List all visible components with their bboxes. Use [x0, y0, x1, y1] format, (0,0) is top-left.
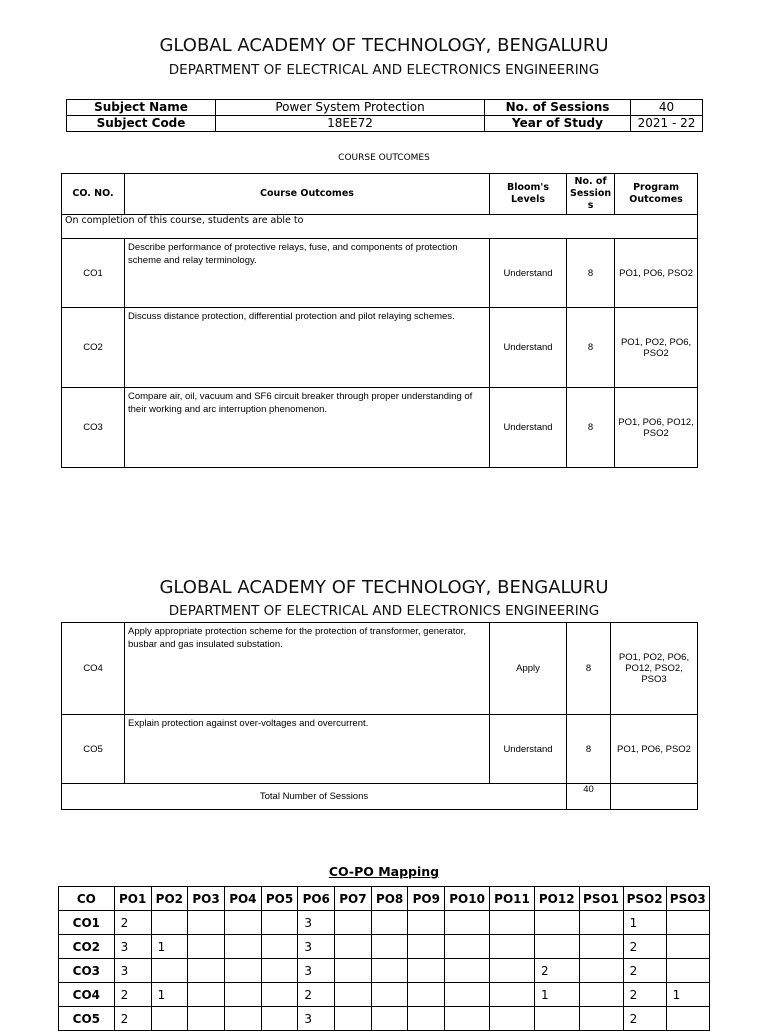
co-sessions: 8	[567, 388, 615, 468]
co-description: Compare air, oil, vacuum and SF6 circuit breaker through proper understanding of their working and arc interruption phenomenon.	[125, 388, 490, 468]
department-title: DEPARTMENT OF ELECTRICAL AND ELECTRONICS ENGINEERING	[168, 62, 600, 78]
copo-cell: 2	[114, 1007, 151, 1031]
co-row	[62, 308, 698, 388]
co-po-mapping-table	[58, 886, 710, 1031]
co-program-outcomes: PO1, PO6, PSO2	[615, 239, 698, 308]
course-outcomes-table	[61, 173, 698, 468]
copo-cell	[261, 983, 298, 1007]
copo-header-pso1: PSO1	[579, 887, 623, 911]
copo-cell	[188, 983, 225, 1007]
year-label: Year of Study	[485, 116, 631, 132]
copo-cell	[408, 935, 445, 959]
co-program-outcomes: PO1, PO6, PO12, PSO2	[615, 388, 698, 468]
copo-header-po11: PO11	[490, 887, 535, 911]
co-id: CO1	[62, 239, 125, 308]
co-sessions: 8	[567, 715, 611, 784]
institution-title: GLOBAL ACADEMY OF TECHNOLOGY, BENGALURU	[159, 35, 609, 56]
co-no-header: CO. NO.	[62, 174, 125, 215]
copo-cell	[579, 959, 623, 983]
program-outcomes-header: Program Outcomes	[615, 174, 698, 215]
copo-cell	[490, 959, 535, 983]
copo-cell: 1	[666, 983, 709, 1007]
subject-code: 18EE72	[216, 116, 485, 132]
copo-cell: 2	[114, 911, 151, 935]
copo-row	[59, 1007, 710, 1031]
copo-cell	[666, 911, 709, 935]
copo-cell	[371, 911, 408, 935]
copo-cell	[579, 983, 623, 1007]
copo-cell	[335, 911, 372, 935]
copo-cell	[490, 1007, 535, 1031]
copo-cell: 1	[151, 935, 187, 959]
department-title-page2: DEPARTMENT OF ELECTRICAL AND ELECTRONICS ENGINEERING	[168, 603, 600, 619]
co-program-outcomes: PO1, PO6, PSO2	[611, 715, 698, 784]
copo-cell	[490, 983, 535, 1007]
copo-cell	[151, 1007, 187, 1031]
co-id: CO5	[62, 715, 125, 784]
copo-cell	[151, 911, 187, 935]
copo-cell	[579, 1007, 623, 1031]
sessions-value: 40	[631, 100, 703, 116]
copo-cell	[225, 1007, 262, 1031]
copo-cell	[188, 911, 225, 935]
copo-row	[59, 911, 710, 935]
total-sessions-label: Total Number of Sessions	[62, 784, 567, 810]
co-row	[62, 239, 698, 308]
co-sessions: 8	[567, 308, 615, 388]
copo-cell	[225, 983, 262, 1007]
copo-header-po3: PO3	[188, 887, 225, 911]
co-sessions: 8	[567, 623, 611, 715]
co-level: Apply	[490, 623, 567, 715]
copo-cell	[188, 959, 225, 983]
sessions-label: No. of Sessions	[485, 100, 631, 116]
subject-table	[66, 99, 703, 132]
copo-cell	[188, 935, 225, 959]
copo-cell	[408, 1007, 445, 1031]
copo-cell: 3	[298, 959, 335, 983]
copo-cell	[371, 983, 408, 1007]
copo-header-po4: PO4	[225, 887, 262, 911]
copo-header-po10: PO10	[445, 887, 490, 911]
co-po-mapping-title: CO-PO Mapping	[328, 864, 440, 879]
copo-cell	[261, 935, 298, 959]
copo-header-po7: PO7	[335, 887, 372, 911]
co-level: Understand	[490, 308, 567, 388]
intro-text: On completion of this course, students are able to	[62, 215, 698, 239]
copo-header-pso2: PSO2	[623, 887, 666, 911]
copo-cell	[445, 1007, 490, 1031]
co-id: CO3	[62, 388, 125, 468]
copo-cell	[371, 1007, 408, 1031]
co-level: Understand	[490, 715, 567, 784]
co-description: Describe performance of protective relays, fuse, and components of protection scheme and relay terminology.	[125, 239, 490, 308]
total-empty-cell	[611, 784, 698, 810]
copo-cell	[261, 959, 298, 983]
copo-cell	[371, 935, 408, 959]
total-sessions-value: 40	[567, 784, 611, 810]
co-level: Understand	[490, 388, 567, 468]
copo-cell	[579, 935, 623, 959]
co-program-outcomes: PO1, PO2, PO6, PO12, PSO2, PSO3	[611, 623, 698, 715]
copo-cell	[371, 959, 408, 983]
copo-cell	[335, 935, 372, 959]
copo-header-po6: PO6	[298, 887, 335, 911]
copo-cell: 2	[298, 983, 335, 1007]
course-outcomes-table-continued	[61, 622, 698, 810]
co-description: Discuss distance protection, differential protection and pilot relaying schemes.	[125, 308, 490, 388]
copo-header-po9: PO9	[408, 887, 445, 911]
copo-cell	[534, 935, 579, 959]
copo-cell	[408, 983, 445, 1007]
copo-row-label: CO5	[59, 1007, 115, 1031]
copo-cell: 2	[623, 959, 666, 983]
copo-cell: 2	[114, 983, 151, 1007]
copo-cell	[445, 911, 490, 935]
copo-header-po12: PO12	[534, 887, 579, 911]
copo-row	[59, 959, 710, 983]
copo-cell	[408, 911, 445, 935]
copo-cell	[666, 935, 709, 959]
year-value: 2021 - 22	[631, 116, 703, 132]
co-program-outcomes: PO1, PO2, PO6, PSO2	[615, 308, 698, 388]
copo-cell	[151, 959, 187, 983]
subject-name: Power System Protection	[216, 100, 485, 116]
copo-cell	[579, 911, 623, 935]
outcomes-header: Course Outcomes	[125, 174, 490, 215]
copo-cell	[225, 935, 262, 959]
copo-cell	[490, 911, 535, 935]
institution-title-page2: GLOBAL ACADEMY OF TECHNOLOGY, BENGALURU	[159, 577, 609, 598]
copo-cell	[261, 911, 298, 935]
sessions-header: No. of Session s	[567, 174, 615, 215]
copo-cell	[534, 1007, 579, 1031]
copo-header-po1: PO1	[114, 887, 151, 911]
copo-cell	[188, 1007, 225, 1031]
copo-header-po8: PO8	[371, 887, 408, 911]
copo-row-label: CO2	[59, 935, 115, 959]
co-id: CO4	[62, 623, 125, 715]
course-outcomes-caption: COURSE OUTCOMES	[338, 153, 430, 163]
copo-cell: 2	[534, 959, 579, 983]
co-id: CO2	[62, 308, 125, 388]
copo-cell	[335, 983, 372, 1007]
copo-cell	[445, 935, 490, 959]
copo-cell	[534, 911, 579, 935]
copo-cell	[335, 1007, 372, 1031]
copo-cell: 3	[298, 935, 335, 959]
copo-cell: 3	[298, 1007, 335, 1031]
copo-cell	[666, 1007, 709, 1031]
co-sessions: 8	[567, 239, 615, 308]
copo-cell	[335, 959, 372, 983]
copo-row	[59, 935, 710, 959]
copo-cell: 2	[623, 935, 666, 959]
copo-cell: 3	[114, 959, 151, 983]
copo-cell	[225, 911, 262, 935]
co-description: Explain protection against over-voltages and overcurrent.	[125, 715, 490, 784]
copo-cell	[666, 959, 709, 983]
copo-row	[59, 983, 710, 1007]
copo-cell	[261, 1007, 298, 1031]
copo-header-po2: PO2	[151, 887, 187, 911]
copo-cell	[445, 959, 490, 983]
co-row	[62, 388, 698, 468]
copo-row-label: CO4	[59, 983, 115, 1007]
copo-cell: 3	[298, 911, 335, 935]
copo-cell: 2	[623, 983, 666, 1007]
copo-header-pso3: PSO3	[666, 887, 709, 911]
total-row	[62, 784, 698, 810]
co-row	[62, 623, 698, 715]
co-row	[62, 715, 698, 784]
copo-header-co: CO	[59, 887, 115, 911]
copo-row-label: CO1	[59, 911, 115, 935]
subject-code-label: Subject Code	[67, 116, 216, 132]
copo-row-label: CO3	[59, 959, 115, 983]
copo-cell: 1	[623, 911, 666, 935]
copo-cell	[490, 935, 535, 959]
co-description: Apply appropriate protection scheme for the protection of transformer, generator, busbar and gas insulated substation.	[125, 623, 490, 715]
copo-cell	[445, 983, 490, 1007]
co-level: Understand	[490, 239, 567, 308]
copo-cell: 1	[151, 983, 187, 1007]
subject-name-label: Subject Name	[67, 100, 216, 116]
blooms-header: Bloom's Levels	[490, 174, 567, 215]
copo-cell: 3	[114, 935, 151, 959]
copo-cell	[408, 959, 445, 983]
copo-cell: 1	[534, 983, 579, 1007]
copo-cell: 2	[623, 1007, 666, 1031]
copo-header-po5: PO5	[261, 887, 298, 911]
copo-cell	[225, 959, 262, 983]
